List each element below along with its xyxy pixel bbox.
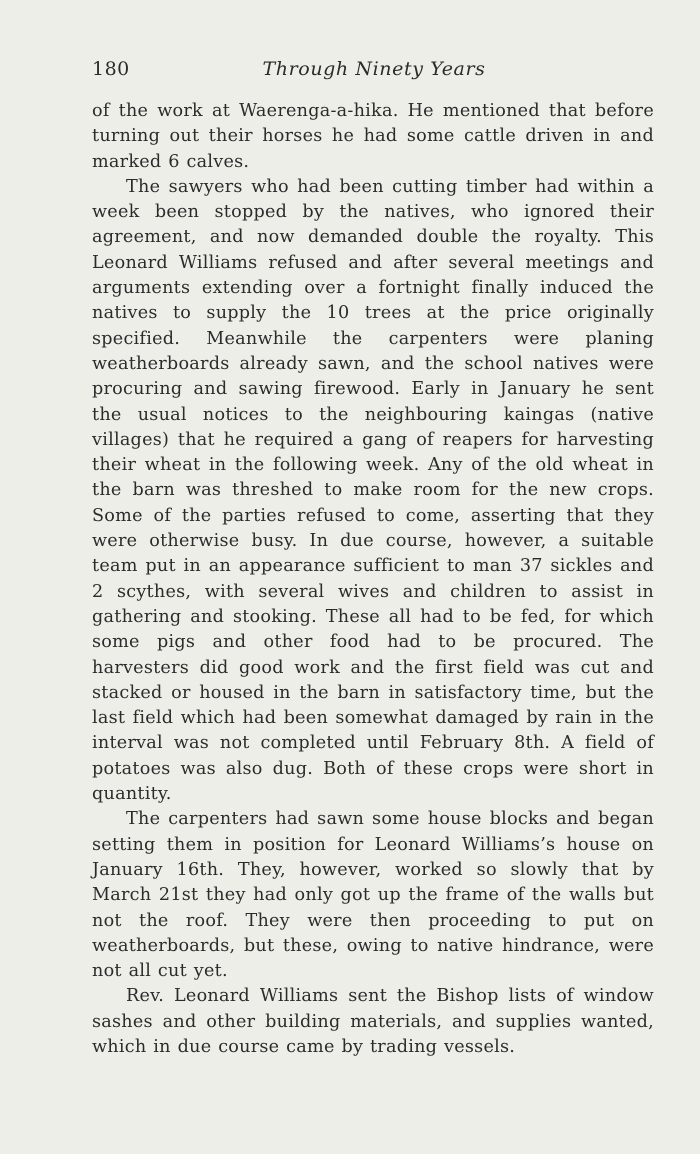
paragraph-carpenters: The carpenters had sawn some house blocks and began setting them in position for Leonard Williams’s house on January 16th. They, however, worked so slowly that by March 21st they had only got up the frame of the walls but not the roof. They were then proceeding to put on weatherboards, but these, owing to native hindrance, were not all cut yet.	[92, 809, 654, 982]
paragraph-continuation: of the work at Waerenga-a-hika. He mentioned that before turning out their horses he had some cattle driven in and marked 6 calves.	[92, 101, 654, 172]
running-title: Through Ninety Years	[262, 58, 486, 80]
paragraph-supplies: Rev. Leonard Williams sent the Bishop lists of window sashes and other building materials, and supplies wanted, which in due course came by trading vessels.	[92, 986, 654, 1057]
page-header	[92, 58, 656, 86]
page-number: 180	[92, 58, 130, 80]
body-text	[92, 99, 654, 1060]
paragraph-sawyers: The sawyers who had been cutting timber had within a week been stopped by the natives, who ignored their agreement, and now demanded double the royalty. This Leonard Williams refused and after several meetings and arguments extending over a fortnight finally induced the natives to supply the 10 trees at the price originally specified. Meanwhile the carpenters were planing weatherboards already sawn, and the school natives were procuring and sawing firewood. Early in January he sent the usual notices to the neighbouring kaingas (native villages) that he required a gang of reapers for harvesting their wheat in the following week. Any of the old wheat in the barn was threshed to make room for the new crops. Some of the parties refused to come, asserting that they were otherwise busy. In due course, however, a suitable team put in an appearance sufficient to man 37 sickles and 2 scythes, with several wives and children to assist in gathering and stooking. These all had to be fed, for which some pigs and other food had to be procured. The harvesters did good work and the first field was cut and stacked or housed in the barn in satisfactory time, but the last field which had been somewhat damaged by rain in the interval was not completed until February 8th. A field of potatoes was also dug. Both of these crops were short in quantity.	[92, 176, 654, 805]
